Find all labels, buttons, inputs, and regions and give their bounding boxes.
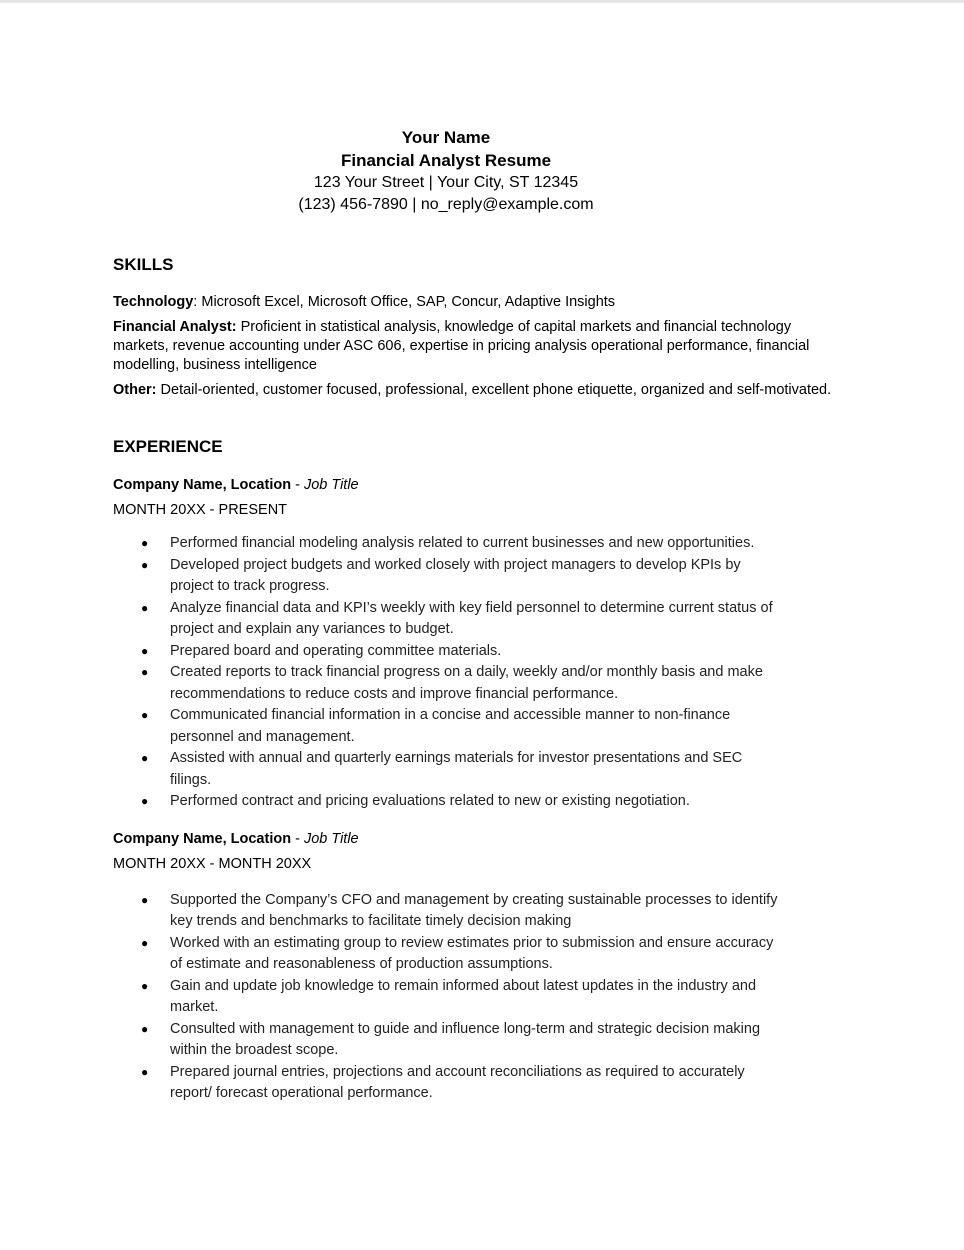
job-title: Job Title [303,477,359,493]
resume-title: Financial Analyst Resume [340,151,552,170]
bullet-item [113,598,784,641]
job-title-line [113,476,843,495]
skill-text: Proficient in statistical analysis, knowledge of capital markets and financial technology markets, revenue accounting under ASC 606, expertise in pricing analysis operational performance, financial modelling, business intelligence [113,319,810,373]
bullet-item [113,748,784,791]
address-line: 123 Your Street | Your City, ST 12345 [313,174,579,191]
skill-label: Other: [113,382,157,398]
bullet-text: Developed project budgets and worked closely with project managers to develop KPIs by project to track progress. [170,556,741,594]
job-bullets [113,890,843,1105]
bullet-text: Performed financial modeling analysis related to current businesses and new opportunities. [170,535,755,551]
skills-heading: SKILLS [113,255,174,274]
skill-other [113,381,843,400]
bullet-text: Assisted with annual and quarterly earnings materials for investor presentations and SEC filings. [170,750,743,788]
bullet-text: Consulted with management to guide and influence long-term and strategic decision making within the broadest scope. [170,1020,761,1058]
resume-header [113,126,779,216]
bullet-icon: ● [141,536,149,550]
job-title-line [113,830,843,849]
bullet-icon: ● [141,794,149,808]
bullet-item [113,1019,784,1062]
bullet-item [113,791,784,813]
job-entry-2 [113,830,843,1105]
title-separator: - [291,477,304,493]
bullet-item [113,933,784,976]
bullet-text: Prepared journal entries, projections and account reconciliations as required to accurately report/ forecast operational performance. [170,1063,745,1101]
bullet-item [113,533,784,555]
bullet-item [113,976,784,1019]
bullet-item [113,662,784,705]
company-location: Company Name, Location [113,477,292,493]
bullet-text: Prepared board and operating committee materials. [170,642,502,659]
skill-text: Microsoft Excel, Microsoft Office, SAP, Concur, Adaptive Insights [201,294,616,310]
bullet-icon: ● [141,935,149,950]
skill-financial-analyst [113,318,843,375]
title-separator: - [291,830,304,847]
bullet-text: Created reports to track financial progress on a daily, weekly and/or monthly basis and make recommendations to reduce costs and improve financial performance. [170,664,763,702]
company-location: Company Name, Location [113,830,292,847]
job-bullets [113,533,843,813]
job-entry-1 [113,476,843,813]
bullet-icon: ● [141,978,149,993]
skill-label: Financial Analyst: [113,319,237,335]
bullet-icon: ● [141,643,149,658]
phone-email-line: (123) 456-7890 | no_reply@example.com [298,196,594,213]
bullet-item [113,555,784,598]
bullet-text: Worked with an estimating group to review estimates prior to submission and ensure accuracy of estimate and reasonableness of production assumptions. [170,934,774,972]
bullet-text: Performed contract and pricing evaluations related to new or existing negotiation. [170,793,690,809]
bullet-item [113,890,784,933]
bullet-icon: ● [141,1021,149,1036]
bullet-text: Gain and update job knowledge to remain informed about latest updates in the industry and market. [170,977,757,1015]
bullet-icon: ● [141,1064,149,1079]
applicant-name: Your Name [401,128,491,147]
job-dates: MONTH 20XX - MONTH 20XX [113,855,312,872]
skill-technology [113,293,843,312]
bullet-item [113,1062,784,1105]
bullet-text: Communicated financial information in a concise and accessible manner to non-finance personnel and management. [170,707,731,745]
bullet-item [113,641,784,663]
bullet-icon: ● [141,665,149,679]
bullet-text: Analyze financial data and KPI’s weekly with key field personnel to determine current status of project and explain any variances to budget. [170,599,773,637]
experience-heading: EXPERIENCE [113,437,223,456]
skills-list [113,293,843,400]
bullet-icon: ● [141,892,149,907]
resume-page [113,126,843,1105]
top-border [0,0,964,3]
bullet-item [113,705,784,748]
skill-label: Technology [113,294,194,310]
skill-text: Detail-oriented, customer focused, professional, excellent phone etiquette, organized and self-motivated. [160,382,832,398]
job-dates: MONTH 20XX - PRESENT [113,502,288,518]
skill-separator: : [193,294,202,310]
job-title: Job Title [303,830,359,847]
bullet-icon: ● [141,600,149,615]
bullet-text: Supported the Company’s CFO and management by creating sustainable processes to identify key trends and benchmarks to facilitate timely decision making [170,891,778,929]
bullet-icon: ● [141,751,149,765]
bullet-icon: ● [141,708,149,722]
bullet-icon: ● [141,557,149,572]
